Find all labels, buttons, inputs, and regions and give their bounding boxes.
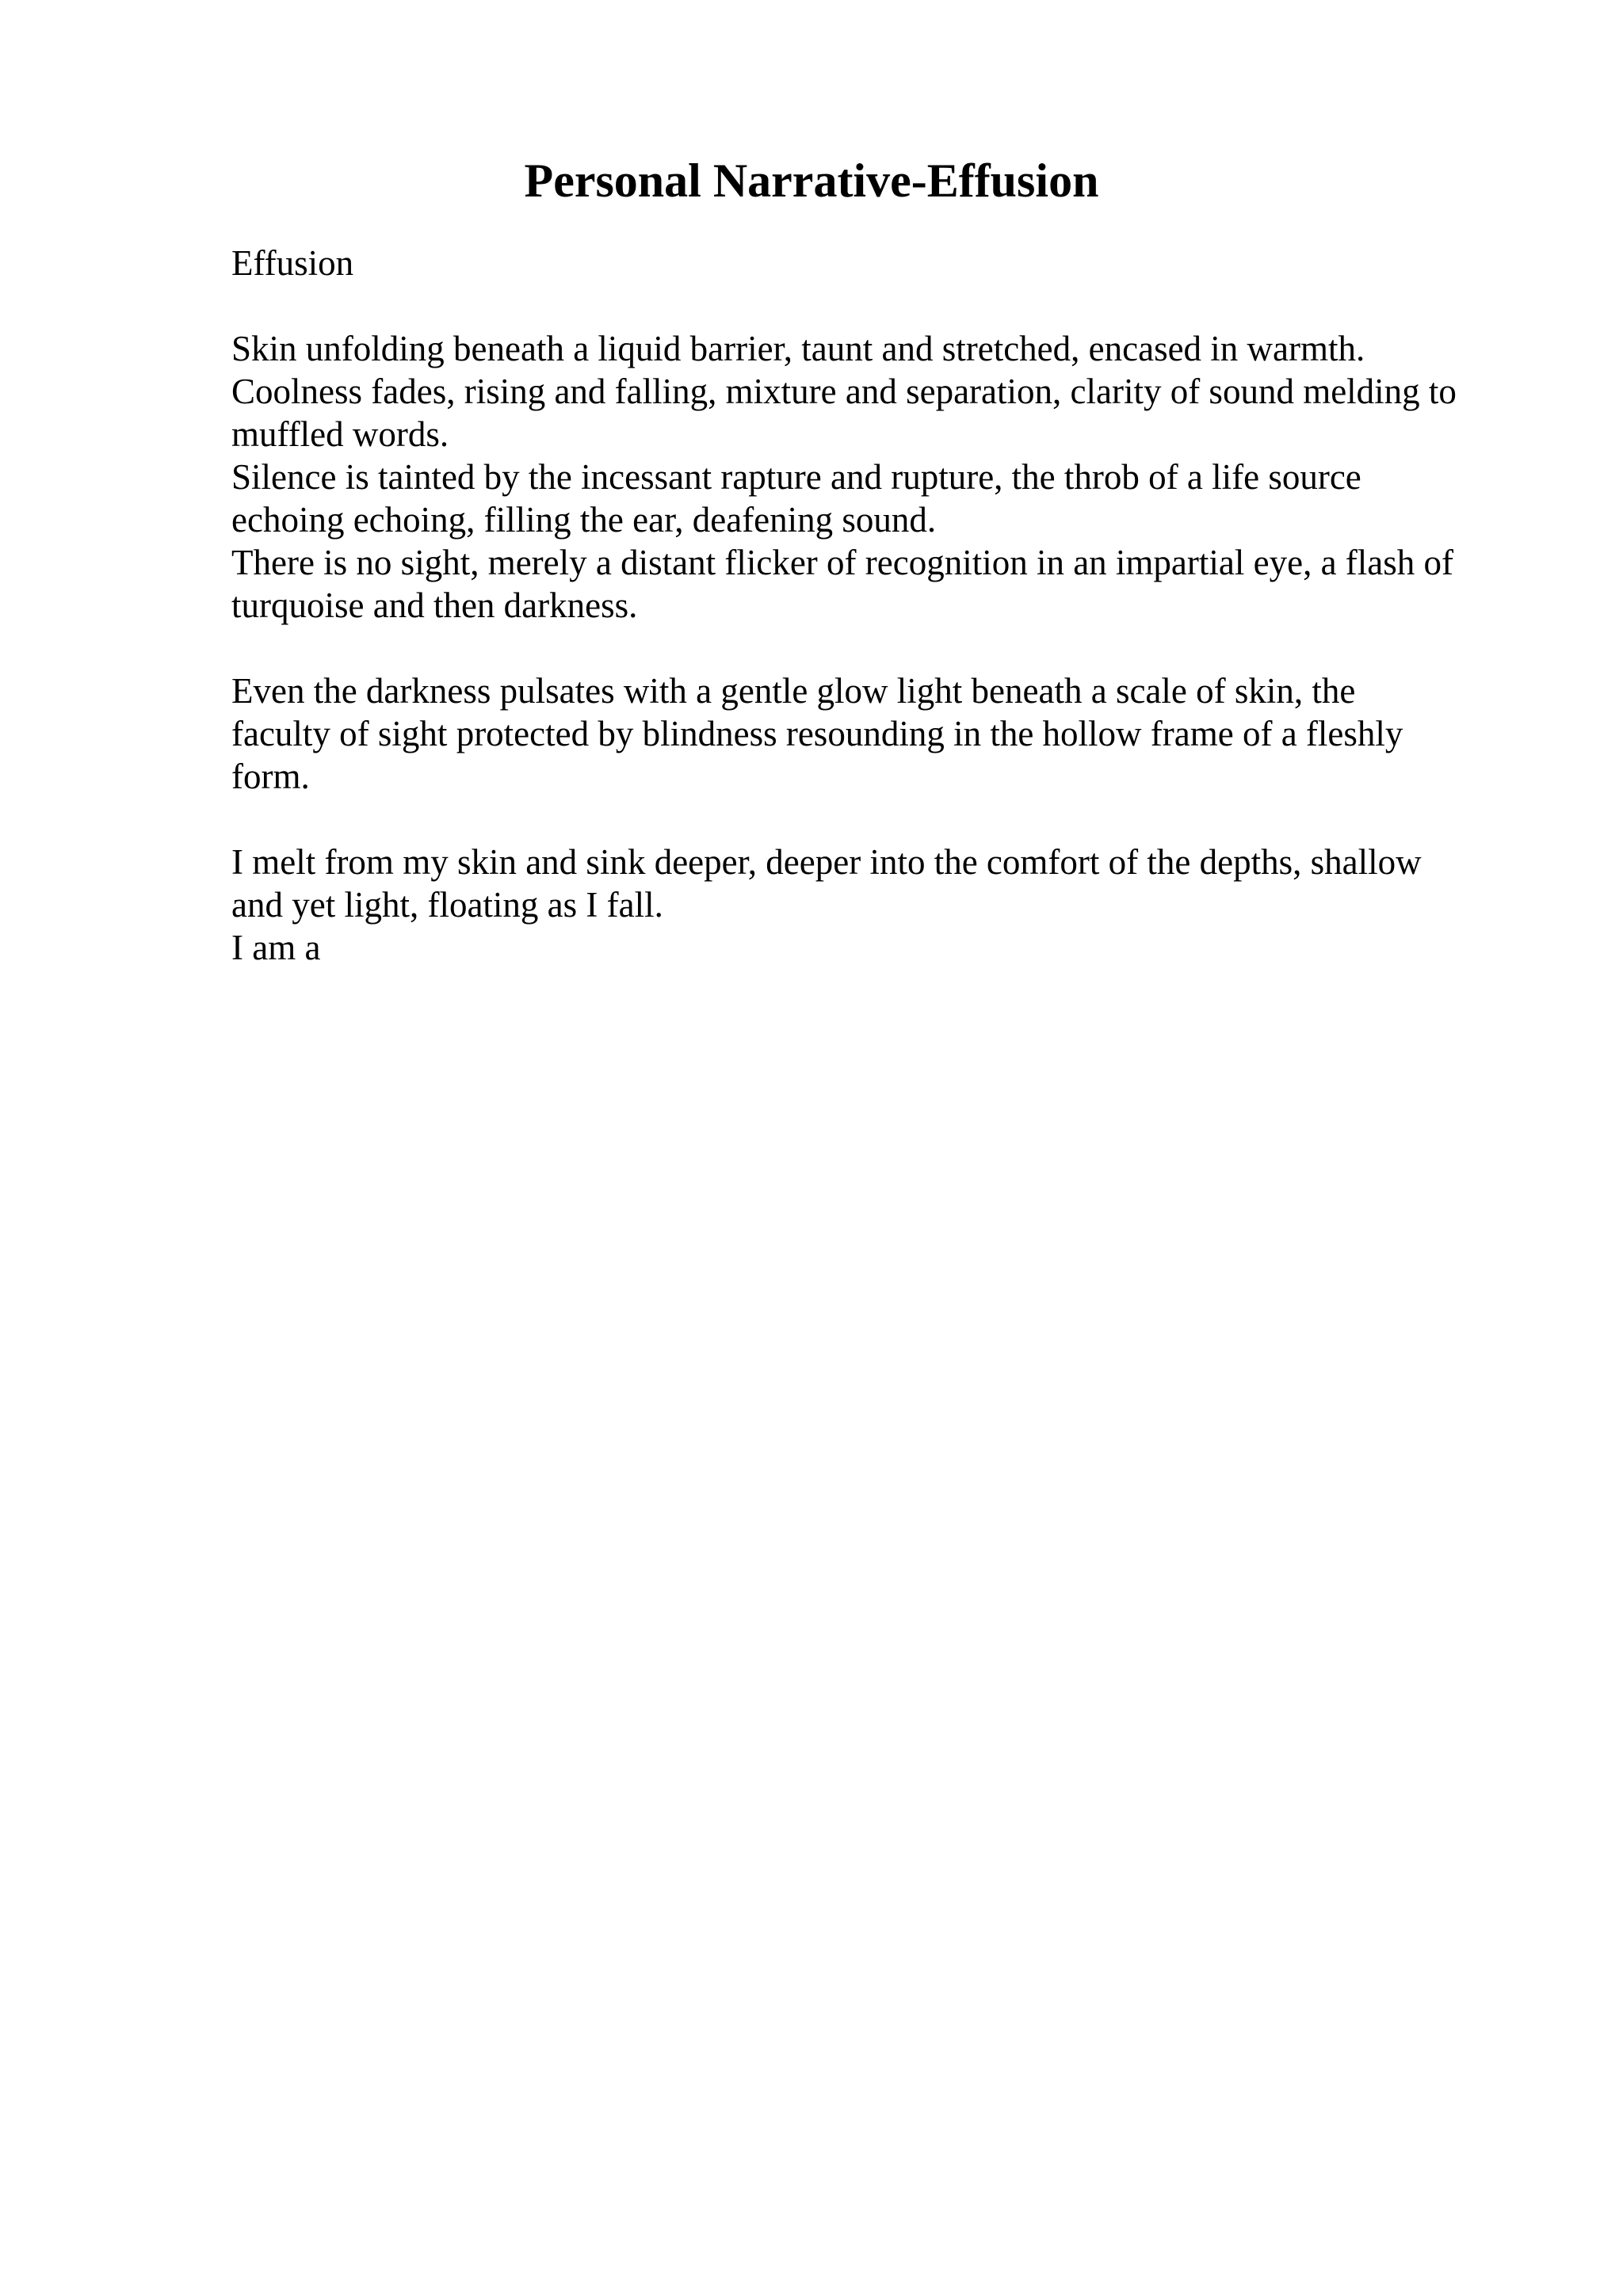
narrative-body: [231, 242, 1531, 969]
paragraph-gap: [231, 284, 1531, 327]
text-line: There is no sight, merely a distant flicker of recognition in an impartial eye, a flash of: [231, 543, 1453, 582]
subtitle: Effusion: [231, 243, 354, 283]
text-line: Silence is tainted by the incessant rapture and rupture, the throb of a life source: [231, 457, 1361, 497]
text-line: and yet light, floating as I fall.: [231, 885, 663, 925]
paragraph-gap: [231, 798, 1531, 841]
text-line: I am a: [231, 928, 321, 967]
page-title: Personal Narrative-Effusion: [524, 154, 1099, 207]
text-line: echoing echoing, filling the ear, deafening sound.: [231, 500, 937, 540]
paragraph-gap: [231, 627, 1531, 669]
text-line: Coolness fades, rising and falling, mixture and separation, clarity of sound melding to: [231, 372, 1457, 411]
text-line: turquoise and then darkness.: [231, 585, 638, 625]
text-line: Even the darkness pulsates with a gentle glow light beneath a scale of skin, the: [231, 671, 1356, 711]
text-line: I melt from my skin and sink deeper, deeper into the comfort of the depths, shallow: [231, 842, 1422, 882]
text-line: muffled words.: [231, 414, 449, 454]
text-line: faculty of sight protected by blindness resounding in the hollow frame of a fleshly: [231, 714, 1403, 753]
text-line: Skin unfolding beneath a liquid barrier, taunt and stretched, encased in warmth.: [231, 329, 1365, 368]
text-line: form.: [231, 757, 310, 796]
